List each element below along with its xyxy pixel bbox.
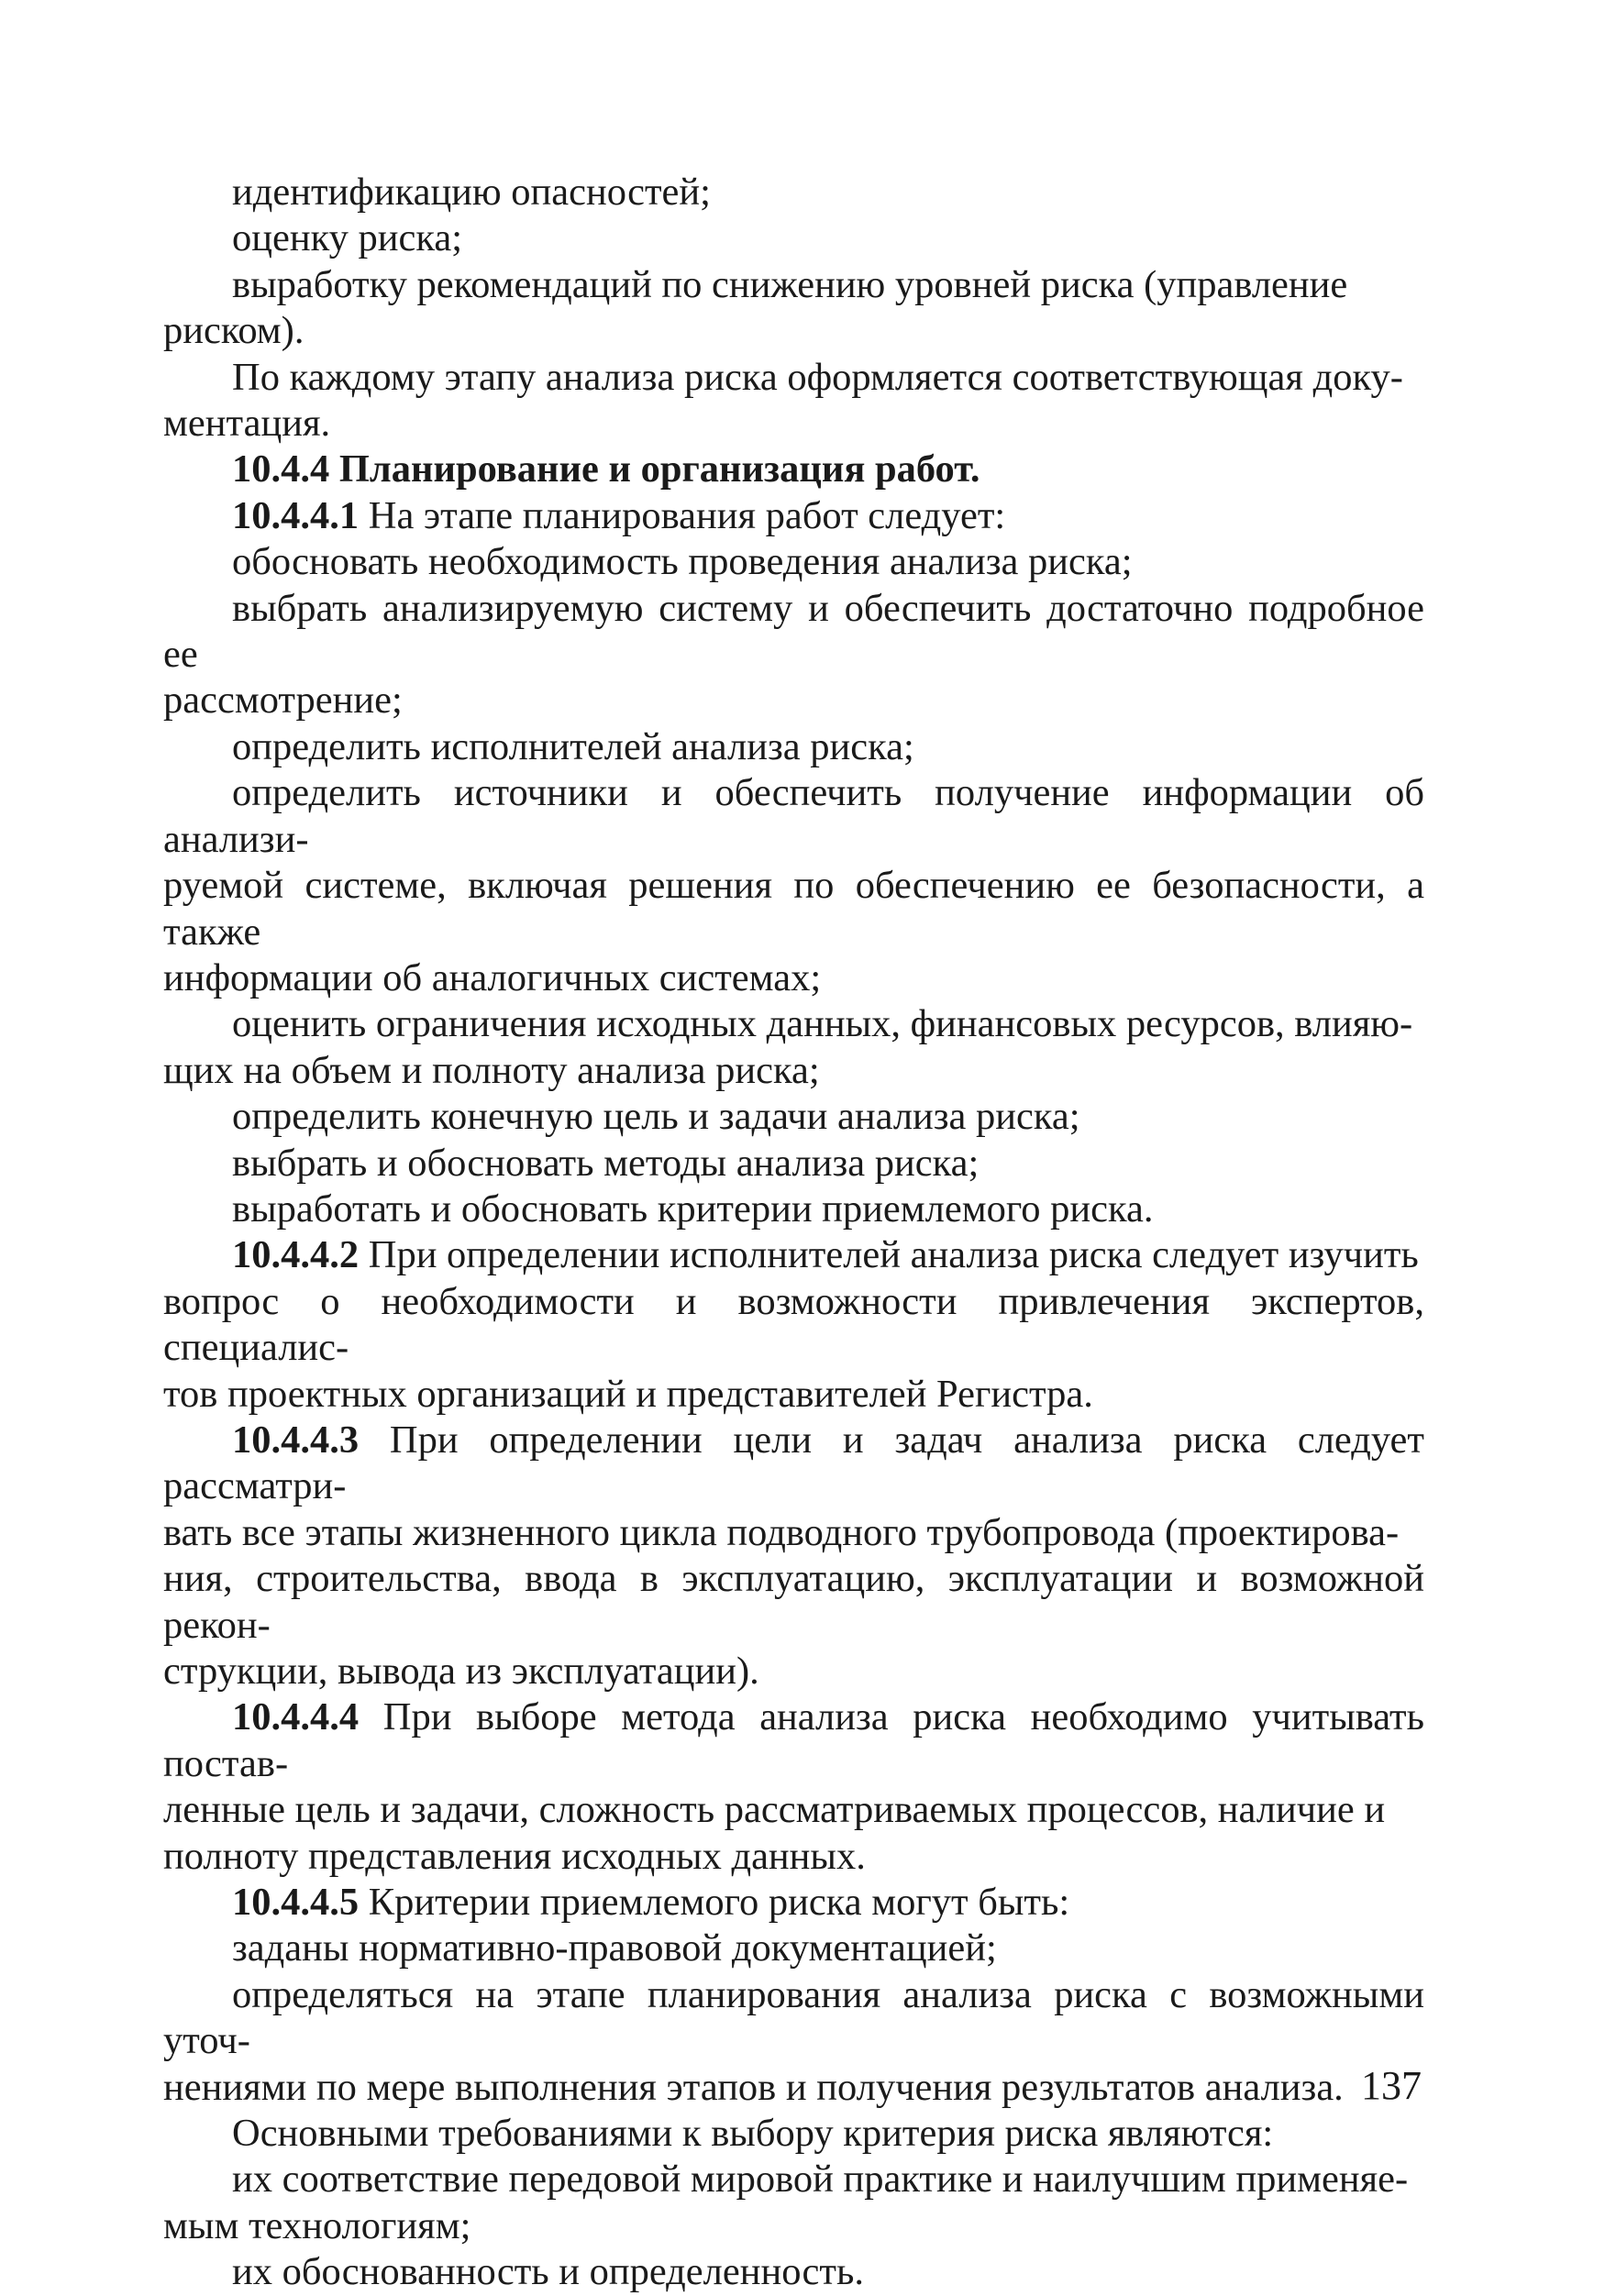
clause-number: 10.4.4.1 [232,493,360,537]
paragraph: По каждому этапу анализа риска оформляется соответствующая доку- ментация. [163,355,1403,446]
list-item: обосновать необходимость проведения анализа риска; [232,540,1133,584]
section-heading [163,447,1424,492]
clause-number: 10.4.4.4 [232,1695,360,1739]
list-item: выбрать анализируемую систему и обеспечить достаточно подробное ее рассмотрение; [163,586,1424,723]
section-number: 10.4.4 Планирование и организация работ. [232,447,980,491]
list-item: идентификацию опасностей; [232,171,711,214]
list-item: выбрать и обосновать методы анализа риска; [232,1141,980,1185]
paragraph: Основными требованиями к выбору критерия риска являются: [232,2112,1274,2156]
list-item: их обоснованность и определенность. [232,2250,864,2294]
list-item: заданы нормативно-правовой документацией; [232,1926,997,1970]
list-item: определяться на этапе планирования анализа риска с возможными уточ- нениями по мере выполнения этапов и получения результатов анализа. [163,1972,1424,2109]
list-item: их соответствие передовой мировой практике и наилучшим применяе- мым технологиям; [163,2158,1409,2247]
clause-number: 10.4.4.2 [232,1233,360,1277]
list-item: определить исполнителей анализа риска; [232,724,914,768]
clause-10-4-4-3: 10.4.4.3 При определении цели и задач анализа риска следует рассматри- вать все этапы жизненного цикла подводного трубопровода (проектирова- ния, строительства, ввода в эксплуатацию, эксплуатации и возможной рекон- струкции, вывода из эксплуатации). [163,1418,1424,1693]
clause-10-4-4-1: 10.4.4.1 На этапе планирования работ следует: [232,493,1006,537]
list-item: определить источники и обеспечить получение информации об анализи- руемой системе, включая решения по обеспечению ее безопасности, а также информации об аналогичных системах; [163,771,1424,999]
clause-10-4-4-5: 10.4.4.5 Критерии приемлемого риска могут быть: [232,1881,1070,1925]
page-number: 137 [1361,2063,1422,2108]
list-item: выработку рекомендаций по снижению уровней риска (управление риском). [163,262,1348,353]
clause-10-4-4-2: 10.4.4.2 При определении исполнителей анализа риска следует изучить вопрос о необходимости и возможности привлечения экспертов, специалис- тов проектных организаций и представителей Регистра. [163,1233,1424,1416]
clause-number: 10.4.4.3 [232,1418,360,1462]
list-item: выработать и обосновать критерии приемлемого риска. [232,1187,1154,1231]
clause-number: 10.4.4.5 [232,1881,360,1925]
list-item: определить конечную цель и задачи анализа риска; [232,1095,1080,1139]
list-item: оценить ограничения исходных данных, финансовых ресурсов, влияю- щих на объем и полноту анализа риска; [163,1002,1413,1092]
body-text [163,170,1424,2296]
clause-10-4-4-4: 10.4.4.4 При выборе метода анализа риска необходимо учитывать постав- ленные цель и задачи, сложность рассматриваемых процессов, наличие и полноту представления исходных данных. [163,1695,1424,1878]
list-item: оценку риска; [232,216,463,260]
